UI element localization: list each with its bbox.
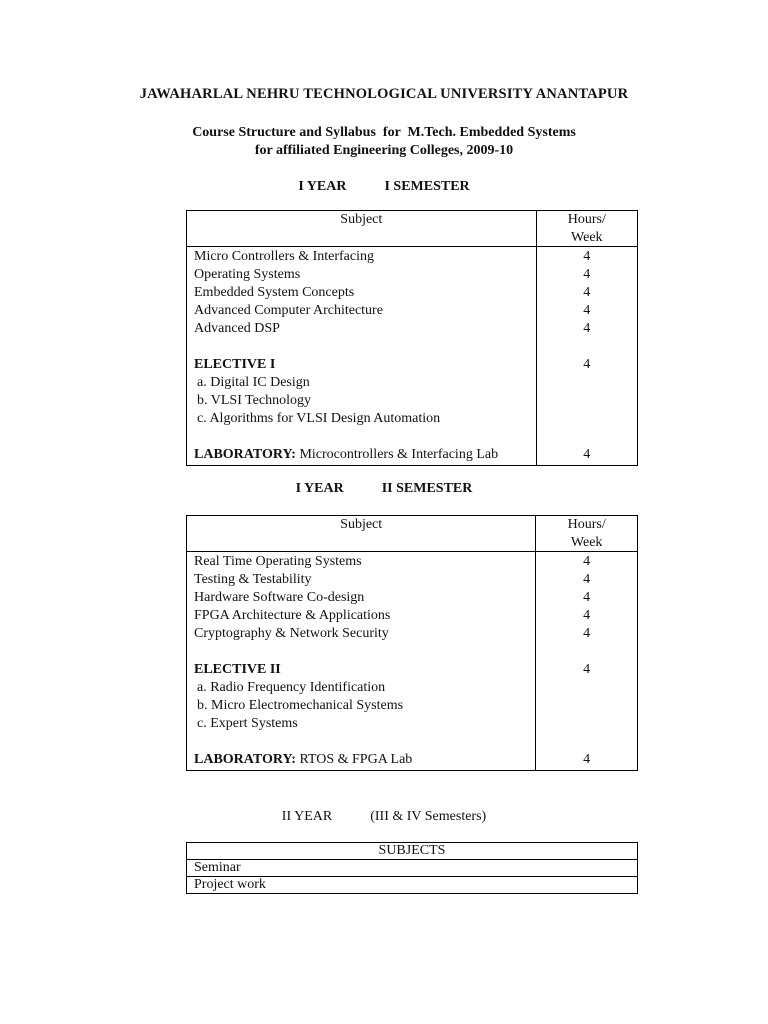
- sem1-hours-cell: [536, 247, 637, 466]
- spacer: [537, 338, 637, 356]
- table-row: [187, 877, 638, 894]
- year2-year: II YEAR: [281, 809, 333, 824]
- sem1-lab-hours: 4: [583, 447, 591, 462]
- sem2-header-subject: Subject: [187, 516, 536, 552]
- spacer: [537, 392, 637, 410]
- sem2-hours-cell: [536, 552, 638, 771]
- sem1-header-subject: Subject: [187, 211, 537, 247]
- sem2-body-row: [187, 552, 638, 771]
- sem2-elective-option: b. Micro Electromechanical Systems: [197, 698, 404, 713]
- university-title: JAWAHARLAL NEHRU TECHNOLOGICAL UNIVERSITY ANANTAPUR: [139, 86, 629, 102]
- year2-header-row: [187, 843, 638, 860]
- spacer: [536, 679, 637, 697]
- subtitle-line-1: Course Structure and Syllabus for M.Tech. Embedded Systems: [192, 125, 576, 140]
- sem2-lab-name: RTOS & FPGA Lab: [295, 752, 413, 767]
- sem1-table: [186, 210, 638, 466]
- spacer: [536, 715, 637, 733]
- sem1-header-hours-line2: Week: [571, 229, 603, 245]
- year2-item: Project work: [187, 877, 638, 894]
- spacer: [187, 643, 535, 661]
- sem1-body-row: [187, 247, 638, 466]
- sem2-semester: II SEMESTER: [381, 481, 473, 496]
- sem2-lab-label: LABORATORY:: [194, 752, 296, 767]
- table-row: [187, 860, 638, 877]
- sem1-subject: Advanced Computer Architecture: [194, 303, 383, 318]
- sem2-elective-title: ELECTIVE II: [194, 662, 281, 677]
- sem2-hours: 4: [583, 572, 591, 587]
- sem2-header-hours-line1: Hours/: [567, 517, 606, 532]
- sem2-header-hours-line2: Week: [570, 534, 603, 550]
- sem2-year: I YEAR: [295, 481, 344, 496]
- sem2-subject: FPGA Architecture & Applications: [194, 608, 391, 623]
- sem2-elective-option: a. Radio Frequency Identification: [197, 680, 386, 695]
- spacer: [537, 428, 637, 446]
- sem2-elective-hours: 4: [583, 662, 591, 677]
- sem1-elective-option: a. Digital IC Design: [197, 375, 310, 390]
- sem2-lab-hours: 4: [583, 752, 591, 767]
- sem2-heading: [0, 481, 768, 497]
- sem1-lab: [187, 446, 536, 464]
- sem2-hours: 4: [583, 626, 591, 641]
- sem2-subjects-cell: [187, 552, 536, 771]
- sem1-hours: 4: [583, 249, 591, 264]
- sem2-header-hours: [536, 516, 638, 552]
- year2-header: SUBJECTS: [187, 843, 638, 860]
- sem2-hours: 4: [583, 590, 591, 605]
- sem2-table: [186, 515, 638, 771]
- sem1-elective-option: b. VLSI Technology: [197, 393, 311, 408]
- sem1-hours: 4: [583, 321, 591, 336]
- sem2-hours: 4: [583, 554, 591, 569]
- spacer: [187, 428, 536, 446]
- spacer: [537, 410, 637, 428]
- document-subtitle: [0, 124, 768, 160]
- sem2-elective-option: c. Expert Systems: [197, 716, 298, 731]
- spacer: [537, 374, 637, 392]
- sem2-subject: Hardware Software Co-design: [194, 590, 365, 605]
- spacer: [536, 643, 637, 661]
- spacer: [187, 338, 536, 356]
- sem2-header-row: [187, 516, 638, 552]
- sem1-semester: I SEMESTER: [384, 179, 470, 194]
- sem2-subject: Cryptography & Network Security: [194, 626, 389, 641]
- sem2-subject: Real Time Operating Systems: [194, 554, 362, 569]
- year2-table: [186, 842, 638, 894]
- sem1-elective-title: ELECTIVE I: [194, 357, 276, 372]
- sem1-subject: Advanced DSP: [194, 321, 280, 336]
- sem1-elective-option: c. Algorithms for VLSI Design Automation: [197, 411, 441, 426]
- sem2-lab: [187, 751, 535, 769]
- sem1-header-row: [187, 211, 638, 247]
- year2-heading: [0, 809, 768, 825]
- sem1-header-hours-line1: Hours/: [567, 212, 606, 227]
- spacer: [536, 733, 637, 751]
- spacer: [536, 697, 637, 715]
- sem1-subject: Micro Controllers & Interfacing: [194, 249, 375, 264]
- sem1-lab-label: LABORATORY:: [194, 447, 296, 462]
- sem1-elective-hours: 4: [583, 357, 591, 372]
- sem1-subject: Embedded System Concepts: [194, 285, 355, 300]
- sem1-subject: Operating Systems: [194, 267, 301, 282]
- sem1-lab-name: Microcontrollers & Interfacing Lab: [295, 447, 499, 462]
- sem1-subjects-cell: [187, 247, 537, 466]
- sem2-subject: Testing & Testability: [194, 572, 312, 587]
- sem1-hours: 4: [583, 267, 591, 282]
- sem2-hours: 4: [583, 608, 591, 623]
- subtitle-line-2: for affiliated Engineering Colleges, 2009-10: [254, 143, 514, 158]
- year2-semesters: (III & IV Semesters): [370, 809, 487, 824]
- sem1-hours: 4: [583, 303, 591, 318]
- sem1-header-hours: [536, 211, 637, 247]
- sem1-hours: 4: [583, 285, 591, 300]
- year2-item: Seminar: [187, 860, 638, 877]
- sem1-year: I YEAR: [298, 179, 347, 194]
- spacer: [187, 733, 535, 751]
- sem1-heading: [0, 179, 768, 195]
